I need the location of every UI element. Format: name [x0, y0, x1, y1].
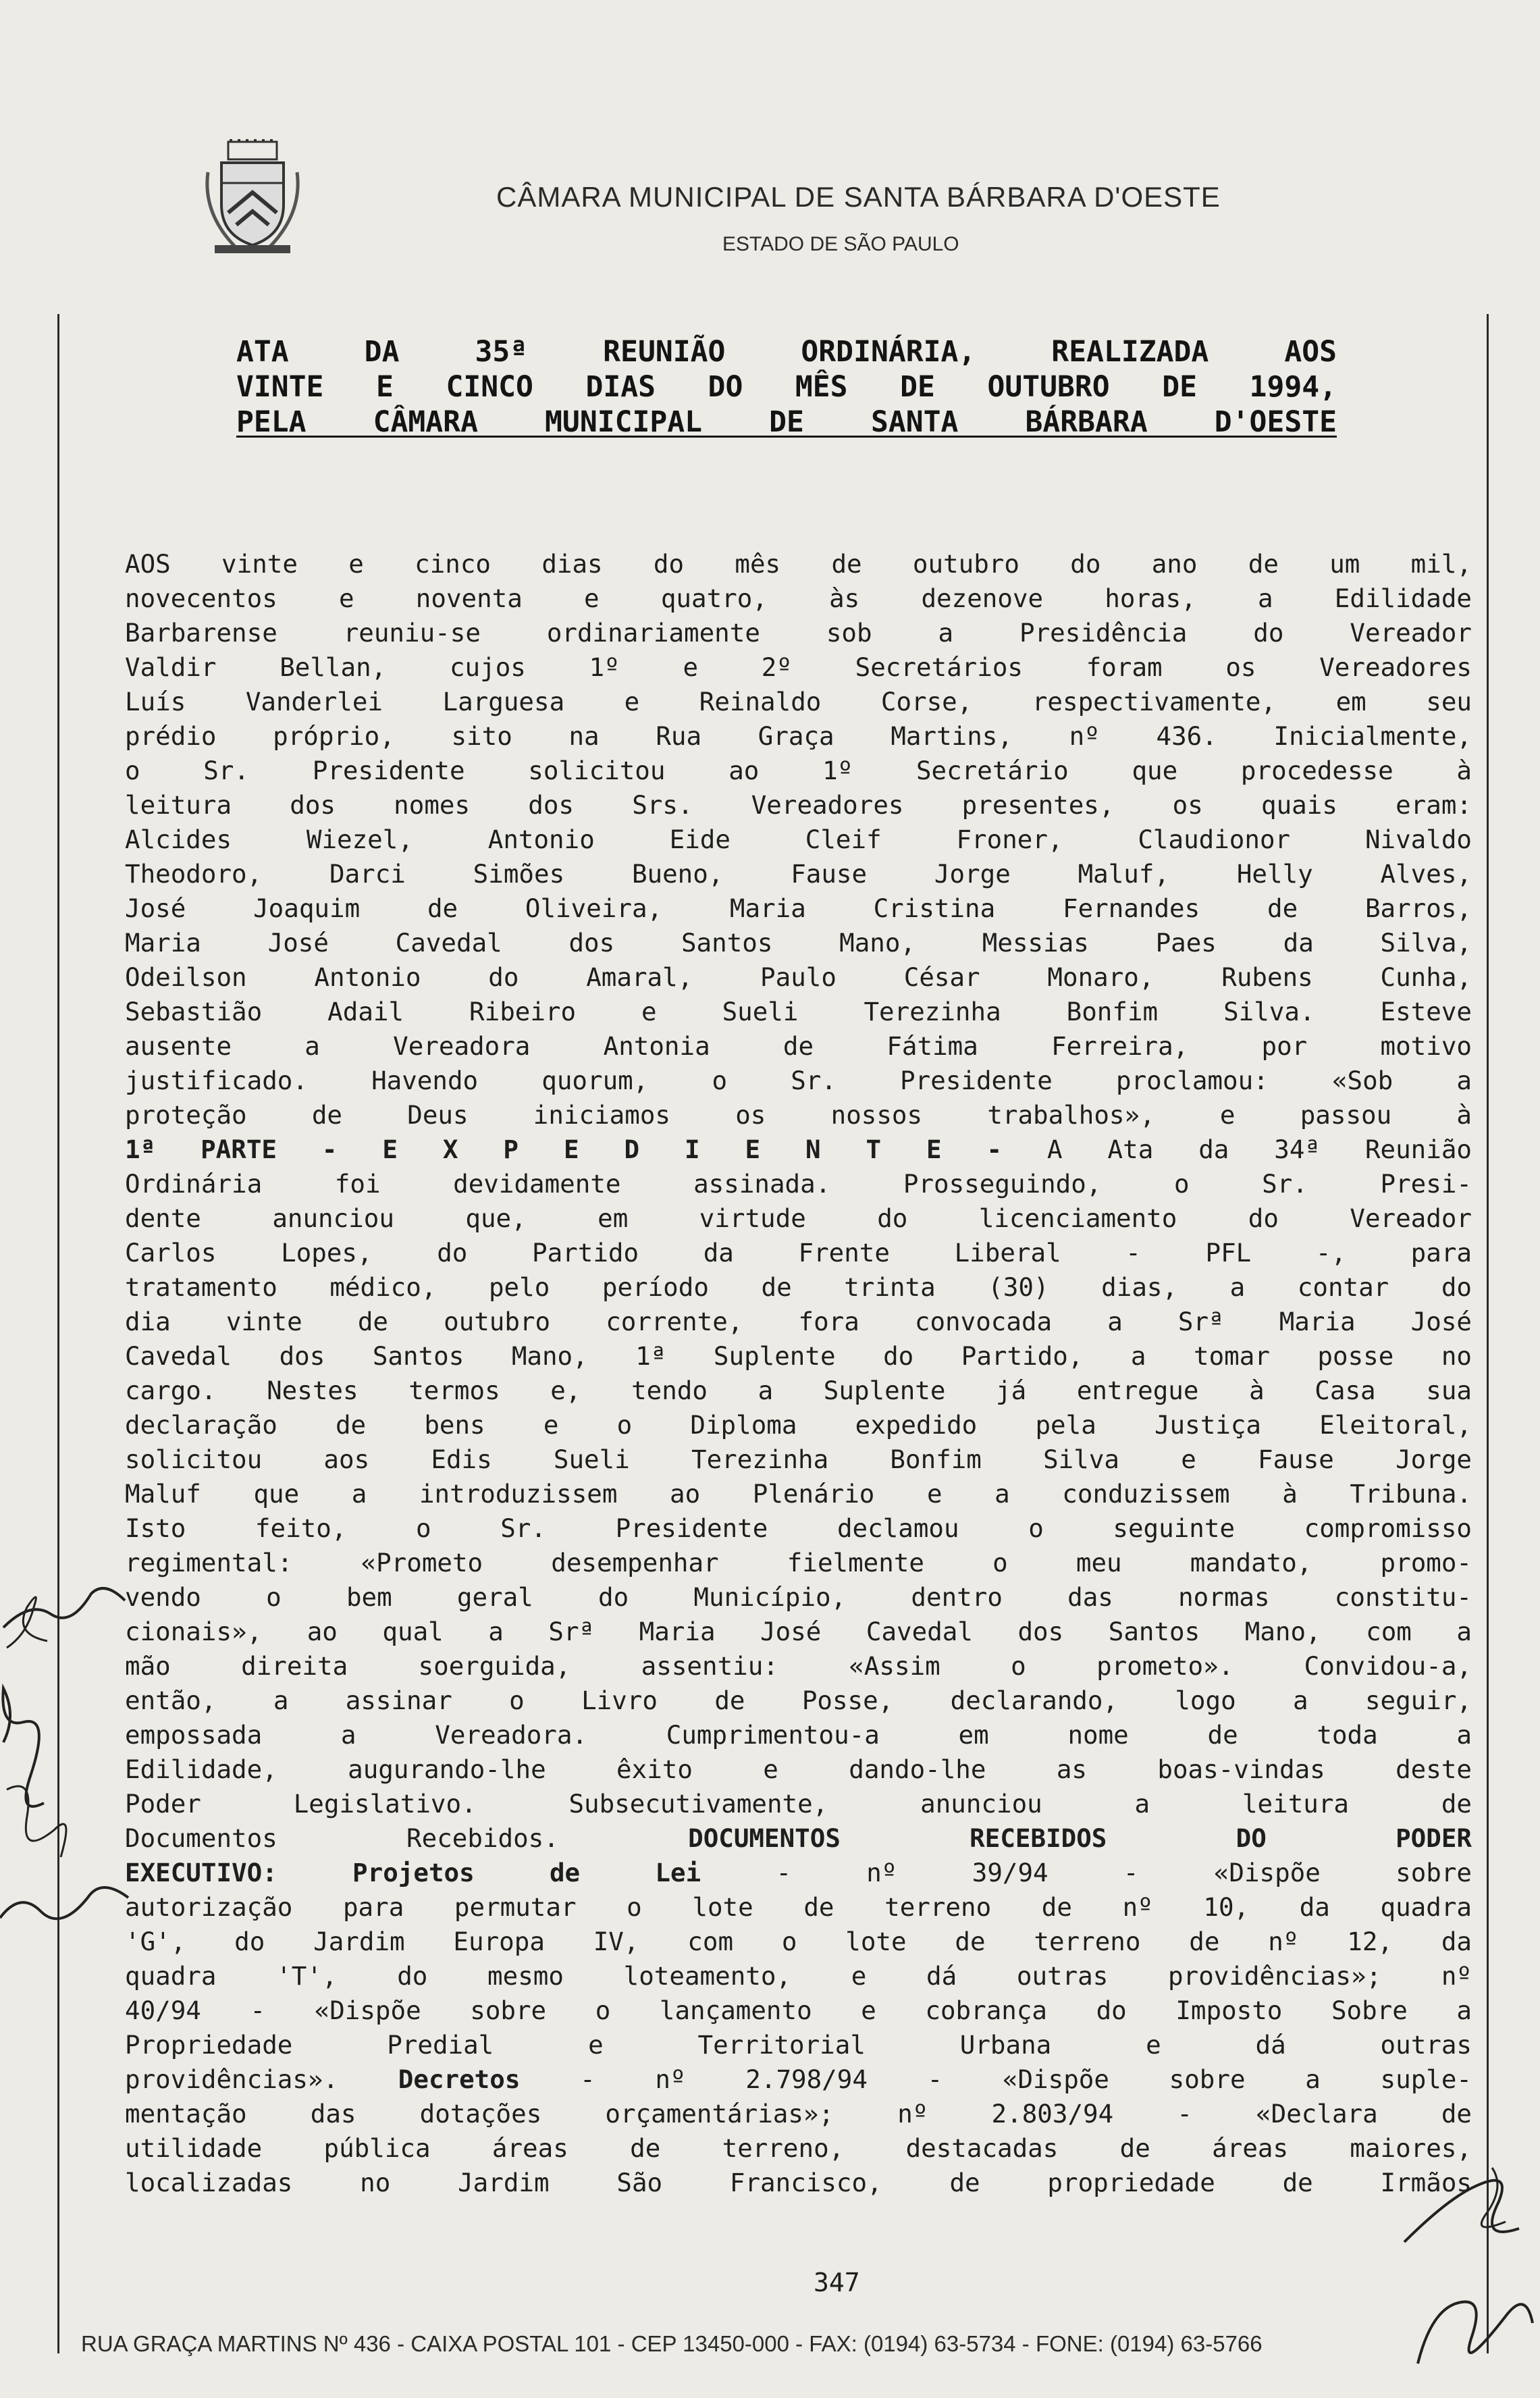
body-line: ausente a Vereadora Antonia de Fátima Ferreira, por motivo [125, 1031, 1472, 1061]
coat-of-arms-icon [201, 138, 304, 257]
title-line-3: PELA CÂMARA MUNICIPAL DE SANTA BÁRBARA D'OESTE [236, 405, 1337, 439]
body-line: tratamento médico, pelo período de trinta (30) dias, a contar do [125, 1272, 1472, 1302]
body-line: localizadas no Jardim São Francisco, de propriedade de Irmãos [125, 2168, 1472, 2197]
section-heading: Decretos [398, 2064, 521, 2094]
section-heading: EXECUTIVO: Projetos de Lei [125, 1858, 701, 1887]
body-line: cargo. Nestes termos e, tendo a Suplente já entregue à Casa sua [125, 1376, 1472, 1405]
body-line: dente anunciou que, em virtude do licenciamento do Vereador [125, 1203, 1472, 1233]
body-line: declaração de bens e o Diploma expedido pela Justiça Eleitoral, [125, 1410, 1472, 1440]
body-line: proteção de Deus iniciamos os nossos trabalhos», e passou à [125, 1100, 1472, 1130]
body-line: solicitou aos Edis Sueli Terezinha Bonfim Silva e Fause Jorge [125, 1444, 1472, 1474]
body-line: então, a assinar o Livro de Posse, declarando, logo a seguir, [125, 1686, 1472, 1715]
body-line-section [125, 2062, 1472, 2097]
body-line: Isto feito, o Sr. Presidente declamou o seguinte compromisso [125, 1513, 1472, 1543]
body-line: justificado. Havendo quorum, o Sr. Presidente proclamou: «Sob a [125, 1066, 1472, 1095]
body-line: Theodoro, Darci Simões Bueno, Fause Jorge Maluf, Helly Alves, [125, 859, 1472, 889]
state-name: ESTADO DE SÃO PAULO [722, 233, 959, 255]
body-line: Propriedade Predial e Territorial Urbana e dá outras [125, 2030, 1472, 2060]
body-fragment: Documentos Recebidos. [125, 1823, 559, 1853]
body-line: empossada a Vereadora. Cumprimentou-a em nome de toda a [125, 1720, 1472, 1750]
body-line: Carlos Lopes, do Partido da Frente Liberal - PFL -, para [125, 1238, 1472, 1268]
body-line: Cavedal dos Santos Mano, 1ª Suplente do Partido, a tomar posse no [125, 1341, 1472, 1371]
body-line: Maluf que a introduzissem ao Plenário e a conduzissem à Tribuna. [125, 1479, 1472, 1509]
body-fragment: A Ata da 34ª Reunião [1047, 1135, 1472, 1164]
body-line: Luís Vanderlei Larguesa e Reinaldo Corse, respectivamente, em seu [125, 687, 1472, 716]
body-line: dia vinte de outubro corrente, fora convocada a Srª Maria José [125, 1307, 1472, 1336]
body-line: prédio próprio, sito na Rua Graça Martins, nº 436. Inicialmente, [125, 721, 1472, 751]
footer-address: RUA GRAÇA MARTINS Nº 436 - CAIXA POSTAL 101 - CEP 13450-000 - FAX: (0194) 63-5734 - FONE: (0194) 63-5766 [81, 2331, 1263, 2356]
body-line: novecentos e noventa e quatro, às dezenove horas, a Edilidade [125, 583, 1472, 613]
body-line: Ordinária foi devidamente assinada. Prosseguindo, o Sr. Presi- [125, 1169, 1472, 1199]
body-line: o Sr. Presidente solicitou ao 1º Secretário que procedesse à [125, 756, 1472, 785]
body-line: AOS vinte e cinco dias do mês de outubro do ano de um mil, [125, 549, 1472, 579]
body-line: Maria José Cavedal dos Santos Mano, Messias Paes da Silva, [125, 928, 1472, 958]
body-line: Valdir Bellan, cujos 1º e 2º Secretários foram os Vereadores [125, 652, 1472, 682]
title-line-2: VINTE E CINCO DIAS DO MÊS DE OUTUBRO DE 1994, [236, 370, 1337, 404]
page-number: 347 [814, 2268, 860, 2297]
minutes-body [125, 547, 1472, 2200]
body-fragment: - nº 2.798/94 - «Dispõe sobre a suple- [580, 2064, 1472, 2094]
section-heading: 1ª PARTE - E X P E D I E N T E - [125, 1135, 1003, 1164]
body-line: José Joaquim de Oliveira, Maria Cristina Fernandes de Barros, [125, 893, 1472, 923]
body-line: mentação das dotações orçamentárias»; nº 2.803/94 - «Declara de [125, 2099, 1472, 2129]
margin-signature-icon [0, 1567, 135, 1985]
body-line: cionais», ao qual a Srª Maria José Cavedal dos Santos Mano, com a [125, 1617, 1472, 1646]
body-line: Odeilson Antonio do Amaral, Paulo César Monaro, Rubens Cunha, [125, 962, 1472, 992]
body-line: utilidade pública áreas de terreno, destacadas de áreas maiores, [125, 2133, 1472, 2163]
body-line-section [125, 1821, 1472, 1856]
body-line: mão direita soerguida, assentiu: «Assim o prometo». Convidou-a, [125, 1651, 1472, 1681]
body-line: Sebastião Adail Ribeiro e Sueli Terezinha Bonfim Silva. Esteve [125, 997, 1472, 1026]
body-line: 40/94 - «Dispõe sobre o lançamento e cobrança do Imposto Sobre a [125, 1996, 1472, 2025]
body-line-section [125, 1856, 1472, 1890]
right-margin-rule [1487, 314, 1489, 2353]
title-line-1: ATA DA 35ª REUNIÃO ORDINÁRIA, REALIZADA AOS [236, 335, 1337, 369]
body-line: regimental: «Prometo desempenhar fielmente o meu mandato, promo- [125, 1548, 1472, 1578]
left-margin-rule [57, 314, 59, 2353]
body-fragment: - nº 39/94 - «Dispõe sobre [776, 1858, 1472, 1887]
body-line-section [125, 1132, 1472, 1167]
document-title [236, 334, 1337, 440]
section-heading: DOCUMENTOS RECEBIDOS DO PODER [688, 1823, 1472, 1853]
body-line: autorização para permutar o lote de terreno de nº 10, da quadra [125, 1892, 1472, 1922]
body-line: Poder Legislativo. Subsecutivamente, anunciou a leitura de [125, 1789, 1472, 1819]
body-line: vendo o bem geral do Município, dentro das normas constitu- [125, 1582, 1472, 1612]
body-line: Barbarense reuniu-se ordinariamente sob a Presidência do Vereador [125, 618, 1472, 648]
body-line: 'G', do Jardim Europa IV, com o lote de terreno de nº 12, da [125, 1927, 1472, 1956]
body-line: leitura dos nomes dos Srs. Vereadores presentes, os quais eram: [125, 790, 1472, 820]
body-line: quadra 'T', do mesmo loteamento, e dá outras providências»; nº [125, 1961, 1472, 1991]
body-line: Edilidade, augurando-lhe êxito e dando-lhe as boas-vindas deste [125, 1754, 1472, 1784]
bottom-signature-icon [1391, 2147, 1540, 2398]
institution-name: CÂMARA MUNICIPAL DE SANTA BÁRBARA D'OESTE [496, 181, 1221, 213]
body-line: Alcides Wiezel, Antonio Eide Cleif Froner, Claudionor Nivaldo [125, 825, 1472, 854]
body-fragment: providências». [125, 2064, 339, 2094]
